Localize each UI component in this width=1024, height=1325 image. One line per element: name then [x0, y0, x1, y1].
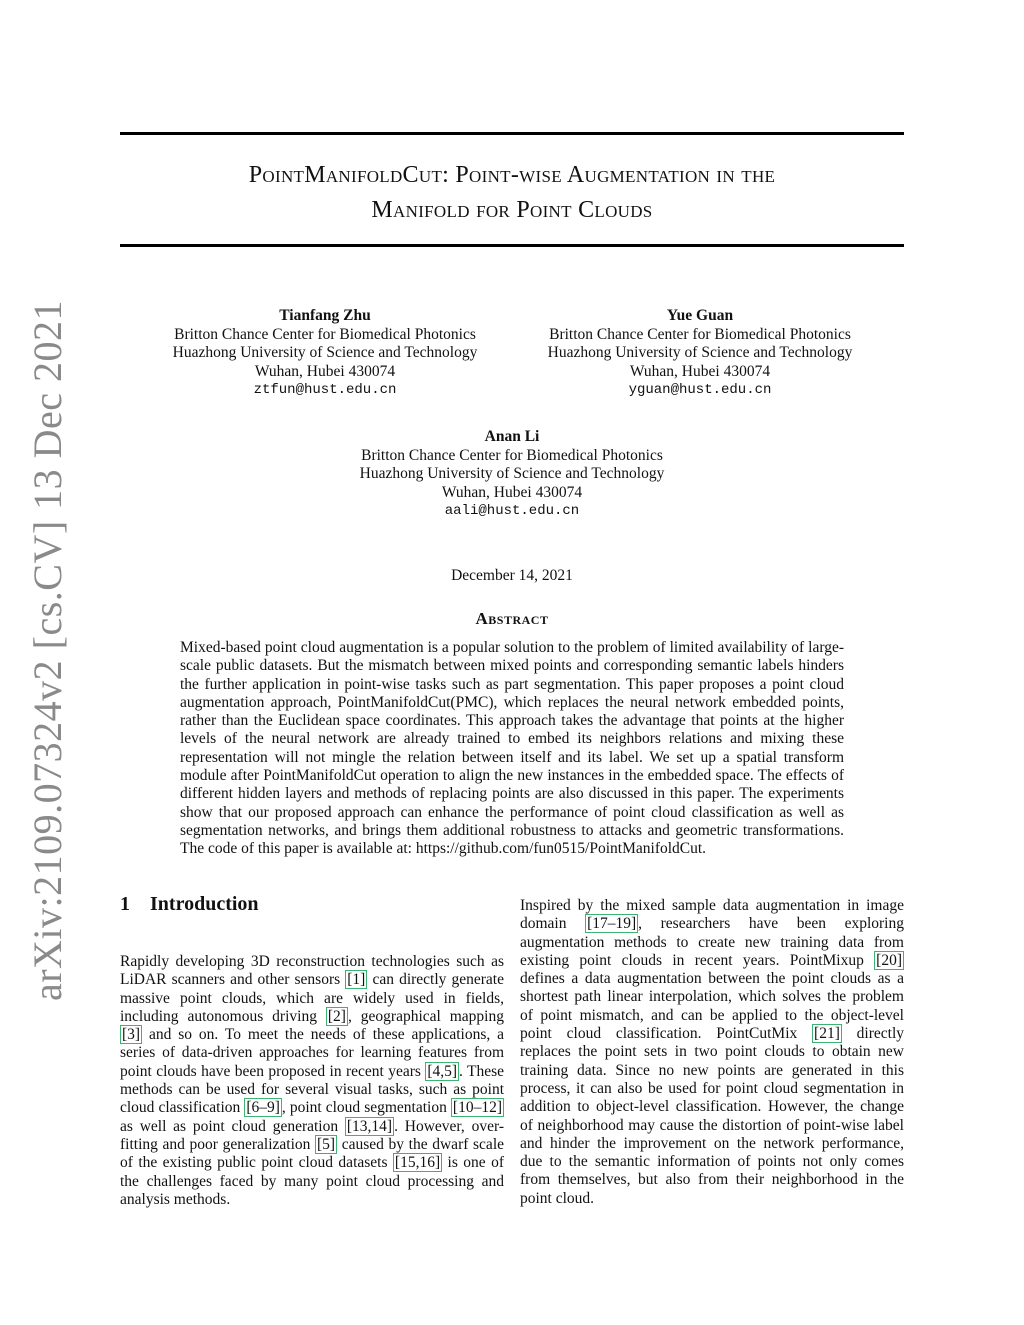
author-affiliation: Britton Chance Center for Biomedical Photonics — [174, 325, 476, 343]
body-text: as well as point cloud generation — [120, 1117, 345, 1135]
title-line-1: PointManifoldCut: Point-wise Augmentation in the — [248, 162, 776, 188]
author-name: Anan Li — [484, 428, 540, 445]
author-email[interactable]: ztfun@hust.edu.cn — [253, 382, 397, 398]
body-text: caused by the dwarf scale of the existing public point cloud datasets — [120, 1135, 505, 1172]
body-text: defines a data augmentation between the point clouds as a shortest path linear interpolation, which solves the problem of point mismatch, and can be applied to the object-level point cloud classification. PointCutMix — [520, 970, 904, 1043]
citation-link[interactable]: [2] — [327, 1007, 346, 1025]
citation-link[interactable]: [3] — [122, 1026, 141, 1044]
abstract-heading: Abstract — [475, 609, 549, 628]
body-text: is one of the challenges faced by many point cloud processing and analysis methods. — [120, 1154, 504, 1208]
citation-link[interactable]: [1] — [347, 971, 366, 989]
citation-link[interactable]: [13,14] — [346, 1117, 393, 1135]
body-text: can directly generate massive point clouds, which are widely used in fields, including autonomous driving — [120, 971, 504, 1025]
citation-link[interactable]: [20] — [876, 951, 902, 969]
paper-date: December 14, 2021 — [451, 567, 573, 584]
body-text: Rapidly developing 3D reconstruction technologies such as LiDAR scanners and other sensors — [120, 953, 504, 989]
body-text: and so on. To meet the needs of these applications, a series of data-driven approaches for learning features from point clouds have been proposed in recent years — [120, 1026, 504, 1080]
section-heading-introduction — [120, 893, 259, 916]
citation-link[interactable]: [17–19] — [587, 915, 637, 933]
abstract-body: Mixed-based point cloud augmentation is a popular solution to the problem of limited availability of large-scale public datasets. But the mismatch between mixed points and corresponding semantic labels hinders the further application in point-wise tasks such as part segmentation. This paper proposes a point cloud augmentation approach, PointManifoldCut(PMC), which replaces the neural network embedded points, rather than the Euclidean space coordinates. This approach takes the advantage that points at the higher levels of the neural network are already trained to embed its neighbors relations and mixing these representation will not mingle the relation between itself and its label. We set up a spatial transform module after PointManifoldCut operation to align the new instances in the embedded space. The effects of different hidden layers and methods of replacing points are also discussed in this paper. The experiments show that our proposed approach can enhance the performance of point cloud classification as well as segmentation networks, and brings them additional robustness to attacks and geometric transformations. The code of this paper is available at: https://github.com/fun0515/PointManifoldCut. — [180, 639, 844, 858]
intro-right-column — [520, 897, 904, 1208]
title-bottom-rule — [120, 244, 904, 247]
author-affiliation: Britton Chance Center for Biomedical Photonics — [361, 446, 663, 464]
author-institution: Huazhong University of Science and Technology — [172, 344, 478, 361]
author-block-2 — [510, 307, 890, 400]
citation-link[interactable]: [21] — [814, 1025, 840, 1043]
author-location: Wuhan, Hubei 430074 — [629, 362, 771, 380]
body-text: , researchers have been exploring augmentation methods to create new training data from existing point clouds in recent years. PointMixup — [520, 915, 904, 969]
author-institution: Huazhong University of Science and Technology — [359, 465, 665, 482]
title-top-rule — [120, 132, 904, 135]
body-text: , geographical mapping — [347, 1007, 504, 1025]
author-location: Wuhan, Hubei 430074 — [254, 362, 396, 380]
body-text: . However, over-fitting and poor generalization — [120, 1117, 504, 1153]
paper-title — [120, 158, 904, 228]
body-text: Inspired by the mixed sample data augmentation in image domain — [520, 897, 904, 933]
intro-left-column — [120, 953, 504, 1209]
author-block-3 — [322, 428, 702, 521]
section-number: 1 — [120, 893, 130, 915]
author-name: Yue Guan — [666, 307, 734, 324]
author-block-1 — [135, 307, 515, 400]
citation-link[interactable]: [5] — [317, 1135, 336, 1153]
author-location: Wuhan, Hubei 430074 — [441, 483, 583, 501]
body-text: , point cloud segmentation — [281, 1099, 451, 1117]
body-text: directly replaces the point sets in two point clouds to obtain new training data. Since no new points are generated in this process, it can also be used for point cloud segmentation in addition to object-level classification. However, the change of neighborhood may cause the distortion of point-wise label and hinder the improvement on the network performance, due to the semantic information of points not only comes from themselves, but also from their neighborhood in the point cloud. — [520, 1025, 904, 1207]
citation-link[interactable]: [15,16] — [394, 1154, 441, 1172]
arxiv-side-stamp — [18, 299, 78, 1001]
author-name: Tianfang Zhu — [279, 307, 371, 324]
author-institution: Huazhong University of Science and Technology — [547, 344, 853, 361]
body-text: . These methods can be used for several visual tasks, such as point cloud classification — [120, 1062, 504, 1117]
section-title: Introduction — [150, 893, 259, 915]
author-email[interactable]: yguan@hust.edu.cn — [628, 382, 772, 398]
author-email[interactable]: aali@hust.edu.cn — [444, 503, 580, 519]
arxiv-stamp-text: arXiv:2109.07324v2 [cs.CV] 13 Dec 2021 — [25, 299, 71, 1001]
citation-link[interactable]: [6–9] — [246, 1099, 280, 1117]
citation-link[interactable]: [10–12] — [452, 1099, 502, 1117]
title-line-2: Manifold for Point Clouds — [371, 197, 653, 223]
citation-link[interactable]: [4,5] — [427, 1062, 458, 1080]
author-affiliation: Britton Chance Center for Biomedical Photonics — [549, 325, 851, 343]
